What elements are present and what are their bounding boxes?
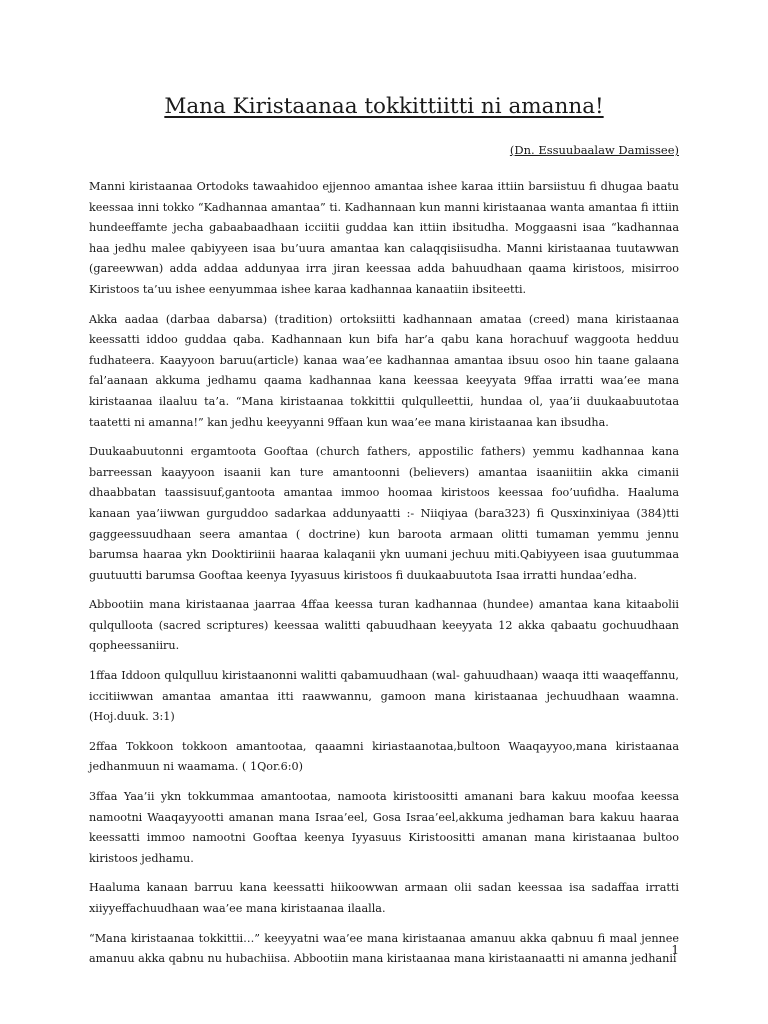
paragraph: Haaluma kanaan barruu kana keessatti hiikoowwan armaan olii sadan keessaa isa sadaffaa irratti xiiyyeffachuudhaan waa’ee mana kiristaanaa ilaalla. bbox=[89, 881, 679, 915]
document-title: Mana Kiristaanaa tokkittiitti ni amanna! bbox=[164, 94, 604, 119]
page-number: 1 bbox=[671, 943, 679, 957]
paragraph: Duukaabuutonni ergamtoota Gooftaa (church fathers, appostilic fathers) yemmu kadhannaa kana barreessan kaayyoon isaanii kan ture amantoonni (believers) amantaa isaaniitiin akka cimanii dhaabbatan taassisuuf,gantoota amantaa immoo hoomaa kiristoos keessaa foo’uufidha. Haaluma kanaan yaa’iiwwan gurguddoo sadarkaa addunyaatti :- Niiqiyaa (bara323) fi Qusxinxiniyaa (384)tti gaggeessuudhaan seera amantaa ( doctrine) kun baroota armaan olitti tumaman yemmu jennu barumsa haaraa ykn Dooktiriinii haaraa kalaqanii ykn uumani jechuu miti.Qabiyyeen isaa guutummaa guutuutti barumsa Gooftaa keenya Iyyasuus kiristoos fi duukaabuutota Isaa irratti hundaa’edha. bbox=[89, 445, 679, 582]
document-page bbox=[89, 94, 679, 979]
paragraph: 3ffaa Yaa’ii ykn tokkummaa amantootaa, namoota kiristoositti amanani bara kakuu moofaa keessa namootni Waaqayyootti amanan mana Israa’eel, Gosa Israa’eel,akkuma jedhaman bara kakuu haaraa keessatti immoo namootni Gooftaa keenya Iyyasuus Kiristoositti amanan mana kiristaanaa bultoo kiristoos jedhamu. bbox=[89, 790, 679, 865]
document-author: (Dn. Essuubaalaw Damissee) bbox=[509, 143, 679, 157]
paragraph: “Mana kiristaanaa tokkittii…” keeyyatni waa’ee mana kiristaanaa amanuu akka qabnuu fi maal jennee amanuu akka qabnu nu hubachiisa. Abbootiin mana kiristaanaa mana kiristaanaatti ni amanna jedhanii bbox=[89, 931, 679, 966]
paragraph: Abbootiin mana kiristaanaa jaarraa 4ffaa keessa turan kadhannaa (hundee) amantaa kana kitaabolii qulqulloota (sacred scriptures) keessaa walitti qabuudhaan keeyyata 12 akka qabaatu gochuudhaan qopheessaniiru. bbox=[89, 598, 679, 653]
paragraph: Manni kiristaanaa Ortodoks tawaahidoo ejjennoo amantaa ishee karaa ittiin barsiistuu fi dhugaa baatu keessaa inni tokko “Kadhannaa amantaa” ti. Kadhannaan kun manni kiristaanaa wanta amantaa fi ittiin hundeeffamte jecha gabaabaadhaan icciitii guddaa kan ittiin ibsitudha. Moggaasni isaa “kadhannaa haa jedhu malee qabiyyeen isaa bu’uura amantaa kan calaqqisiisudha. Manni kiristaanaa tuutawwan (gareewwan) adda addaa addunyaa irra jiran keessaa adda bahuudhaan qaama kiristoos, misirroo Kiristoos ta’uu ishee eenyummaa ishee karaa kadhannaa kanaatiin ibsiteetti. bbox=[89, 180, 679, 296]
paragraph: Akka aadaa (darbaa dabarsa) (tradition) ortoksiitti kadhannaan amataa (creed) mana kiristaanaa keessatti iddoo guddaa qaba. Kadhannaan kun bifa har’a qabu kana horachuuf waggoota hedduu fudhateera. Kaayyoon baruu(article) kanaa waa’ee kadhannaa amantaa ibsuu osoo hin taane galaana fal’aanaan akkuma jedhamu qaama kadhannaa kana keessaa keeyyata 9ffaa irratti waa’ee mana kiristaanaa ilaaluu ta’a. “Mana kiristaanaa tokkittii qulqulleettii, hundaa ol, yaa’ii duukaabuutotaa taatetti ni amanna!” kan jedhu keeyyanni 9ffaan kun waa’ee mana kiristaanaa kan ibsudha. bbox=[89, 312, 679, 429]
paragraph: 2ffaa Tokkoon tokkoon amantootaa, qaaamni kiriastaanotaa,bultoon Waaqayyoo,mana kiristaanaa jedhanmuun ni waamama. ( 1Qor.6:0) bbox=[89, 739, 679, 774]
paragraph: 1ffaa Iddoon qulqulluu kiristaanonni walitti qabamuudhaan (wal- gahuudhaan) waaqa itti waaqeffannu, iccitiiwwan amantaa amantaa itti raawwannu, gamoon mana kiristaanaa jechuudhaan waamna. (Hoj.duuk. 3:1) bbox=[89, 669, 679, 724]
